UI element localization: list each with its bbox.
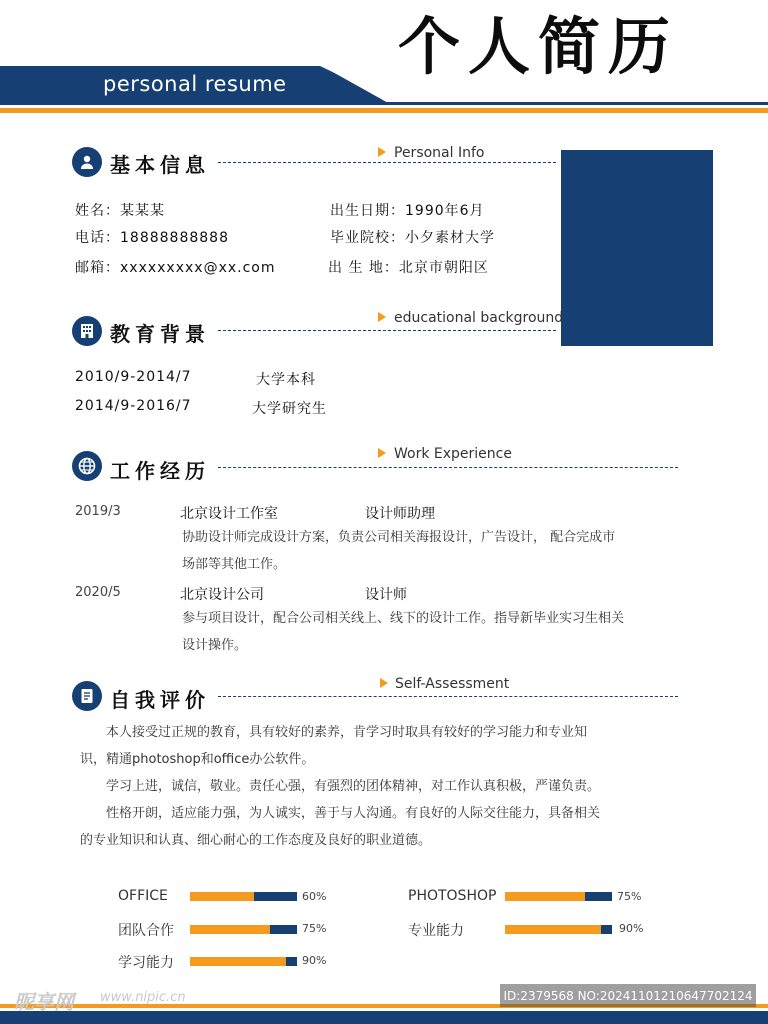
skill-bar-fill [190, 892, 254, 901]
section-en-work: Work Experience [394, 446, 512, 462]
header-orange-line [0, 108, 768, 113]
section-divider [218, 467, 678, 468]
work-date: 2020/5 [75, 585, 121, 600]
skill-bar-fill [190, 957, 286, 966]
info-label: 电话： [75, 230, 120, 246]
edu-period: 2010/9-2014/7 [75, 369, 192, 385]
skill-name: 专业能力 [408, 923, 464, 939]
info-value: xxxxxxxxx@xx.com [120, 260, 276, 276]
work-company: 北京设计工作室 [180, 506, 278, 522]
photo-placeholder [561, 150, 713, 346]
info-birthplace [328, 257, 489, 277]
header-navy-line [0, 102, 768, 105]
section-divider [218, 696, 678, 697]
skill-bar-fill [505, 892, 585, 901]
info-value: 小夕素材大学 [405, 230, 495, 246]
skill-percent: 75% [617, 890, 642, 903]
section-en-basic: Personal Info [394, 145, 485, 161]
section-en-education: educational background [394, 310, 564, 326]
skill-bar-fill [505, 925, 601, 934]
globe-icon [72, 451, 102, 481]
skill-percent: 75% [302, 922, 327, 935]
info-value: 某某某 [120, 203, 165, 219]
section-divider [218, 162, 556, 163]
header-subtitle: personal resume [103, 72, 287, 96]
skill-name: PHOTOSHOP [408, 888, 497, 904]
work-position: 设计师 [365, 587, 407, 603]
self-line: 本人接受过正规的教育，具有较好的素养，肯学习时取具有较好的学习能力和专业知 [106, 725, 588, 740]
work-date: 2019/3 [75, 504, 121, 519]
skill-percent: 90% [302, 954, 327, 967]
skill-bar-fill [190, 925, 270, 934]
triangle-marker [378, 448, 386, 458]
edu-degree: 大学本科 [256, 372, 316, 388]
skill-bar [190, 892, 297, 901]
section-divider [218, 330, 556, 331]
triangle-marker [378, 147, 386, 157]
work-position: 设计师助理 [365, 506, 435, 522]
skill-name: OFFICE [118, 888, 168, 904]
skill-name: 团队合作 [118, 923, 174, 939]
user-icon [72, 147, 102, 177]
edu-period: 2014/9-2016/7 [75, 398, 192, 414]
info-email [75, 257, 276, 277]
section-en-self: Self-Assessment [395, 676, 510, 692]
edu-degree: 大学研究生 [252, 401, 327, 417]
triangle-marker [378, 312, 386, 322]
info-label: 毕业院校： [330, 230, 405, 246]
building-icon [72, 316, 102, 346]
skill-percent: 90% [619, 922, 644, 935]
work-desc-line: 设计操作。 [182, 638, 248, 653]
work-desc-line: 参与项目设计，配合公司相关线上、线下的设计工作。指导新毕业实习生相关 [182, 611, 625, 626]
watermark-url: www.nipic.cn [100, 990, 186, 1005]
document-icon [72, 681, 102, 711]
page-title: 个人简历 [398, 10, 679, 83]
skill-bar [190, 957, 297, 966]
triangle-marker [380, 678, 388, 688]
info-value: 1990年6月 [405, 203, 485, 219]
section-title-education: 教育背景 [110, 322, 210, 346]
info-phone [75, 227, 229, 247]
section-title-work: 工作经历 [110, 459, 210, 483]
self-line: 学习上进，诚信，敬业。责任心强，有强烈的团体精神，对工作认真积极，严谨负责。 [106, 779, 601, 794]
work-desc-line: 场部等其他工作。 [182, 557, 287, 572]
work-company: 北京设计公司 [180, 587, 264, 603]
skill-bar [505, 892, 612, 901]
info-name [75, 200, 165, 220]
footer-navy-bar [0, 1011, 768, 1024]
watermark-id: ID:2379568 NO:20241101210647702124 [500, 984, 756, 1007]
watermark-logo: 昵享网 [14, 990, 74, 1014]
info-label: 邮箱： [75, 260, 120, 276]
section-title-self: 自我评价 [110, 688, 210, 712]
section-title-basic: 基本信息 [110, 153, 210, 177]
skill-bar [505, 925, 612, 934]
info-school [330, 227, 495, 247]
self-line: 性格开朗，适应能力强，为人诚实，善于与人沟通。有良好的人际交往能力，具备相关 [106, 806, 601, 821]
work-desc-line: 协助设计师完成设计方案，负责公司相关海报设计，广告设计， 配合完成市 [182, 530, 616, 545]
skill-name: 学习能力 [118, 955, 174, 971]
info-label: 姓名： [75, 203, 120, 219]
self-line: 的专业知识和认真、细心耐心的工作态度及良好的职业道德。 [80, 833, 432, 848]
info-label: 出生日期： [330, 203, 405, 219]
info-value: 18888888888 [120, 230, 229, 246]
self-line: 识，精通photoshop和office办公软件。 [80, 752, 315, 767]
info-birth [330, 200, 485, 220]
skill-percent: 60% [302, 890, 327, 903]
info-value: 北京市朝阳区 [398, 260, 489, 276]
skill-bar [190, 925, 297, 934]
info-label: 出 生 地： [328, 260, 399, 276]
